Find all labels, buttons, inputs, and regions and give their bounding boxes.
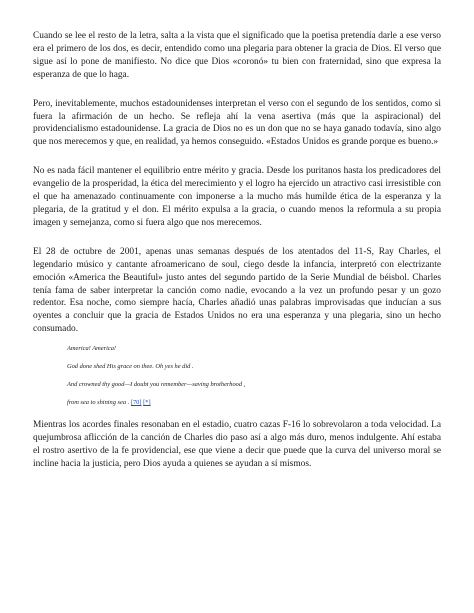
song-line-final (67, 399, 441, 407)
paragraph-merito-gracia: No es nada fácil mantener el equilibrio entre mérito y gracia. Desde los puritanos hasta los predicadores del evangelio de la prosperidad, la ética del merecimiento y el logro ha ejercido un atractivo casi irresistible con el que ha amenazado continuamente con imponerse a la mucho más humilde ética de la esperanza y la plegaria, de la gratitud y el don. El mérito expulsa a la gracia, o cuando menos la reformula a su propia imagen y semejanza, como si fuera algo que nos merecemos. (33, 166, 441, 228)
song-quote (67, 345, 441, 407)
document-page (33, 30, 441, 471)
paragraph-f16: Mientras los acordes finales resonaban en el estadio, cuatro cazas F-16 lo sobrevolaron a toda velocidad. La quejumbrosa aflicción de la canción de Charles dio paso así a algo más duro, menos indulgente. Ahí estaba el rostro asertivo de la fe providencial, ese que viene a decir que puede que la curva del universo moral se incline hacia la justicia, pero Dios ayuda a quienes se ayudan a sí mismos. (33, 420, 441, 469)
footnote-link-asterisk[interactable]: [*] (143, 399, 151, 407)
paragraph-ray-charles: El 28 de octubre de 2001, apenas unas semanas después de los atentados del 11-S, Ray Charles, el legendario músico y cantante afroamericano de soul, ciego desde la infancia, interpretó con electrizante emoción «America the Beautiful» justo antes del segundo partido de la Serie Mundial de béisbol. Charles tenía fama de saber interpretar la canción como nadie, evocando a la vez un profundo pesar y un gozo redentor. Esa noche, como siempre hacía, Charles añadió unas palabras improvisadas que inducían a sus oyentes a concluir que la gracia de Estados Unidos no era una esperanza y una plegaria, sino un hecho consumado. (33, 246, 441, 335)
song-line: And crowned thy good—I doubt you remember—saving brotherhood , (67, 381, 246, 389)
footnote-link-70[interactable]: [70] (130, 399, 142, 407)
paragraph-estadounidenses: Pero, inevitablemente, muchos estadounidenses interpretan el verso con el segundo de los sentidos, como si fuera la afirmación de un hecho. Se refleja ahí la vena asertiva (más que la aspiracional) del providencialismo estadounidense. La gracia de Dios no es un don que no se haya ganado todavía, sino algo que nos merecemos y que, en realidad, ya hemos conseguido. «Estados Unidos es grande porque es bueno.» (33, 98, 441, 148)
song-line: America! America! (67, 345, 117, 353)
song-line: God done shed His grace on thee. Oh yes he did . (67, 363, 194, 371)
paragraph-letra: Cuando se lee el resto de la letra, salta a la vista que el significado que la poetisa pretendía darle a ese verso era el primero de los dos, es decir, entendido como una plegaria para obtener la gracia de Dios. El verso que sigue así lo pone de manifiesto. No dice que Dios «coronó» tu bien con fraternidad, sino que expresa la esperanza de que lo haga. (33, 31, 441, 80)
song-line-text: from sea to shining sea . (67, 399, 130, 407)
